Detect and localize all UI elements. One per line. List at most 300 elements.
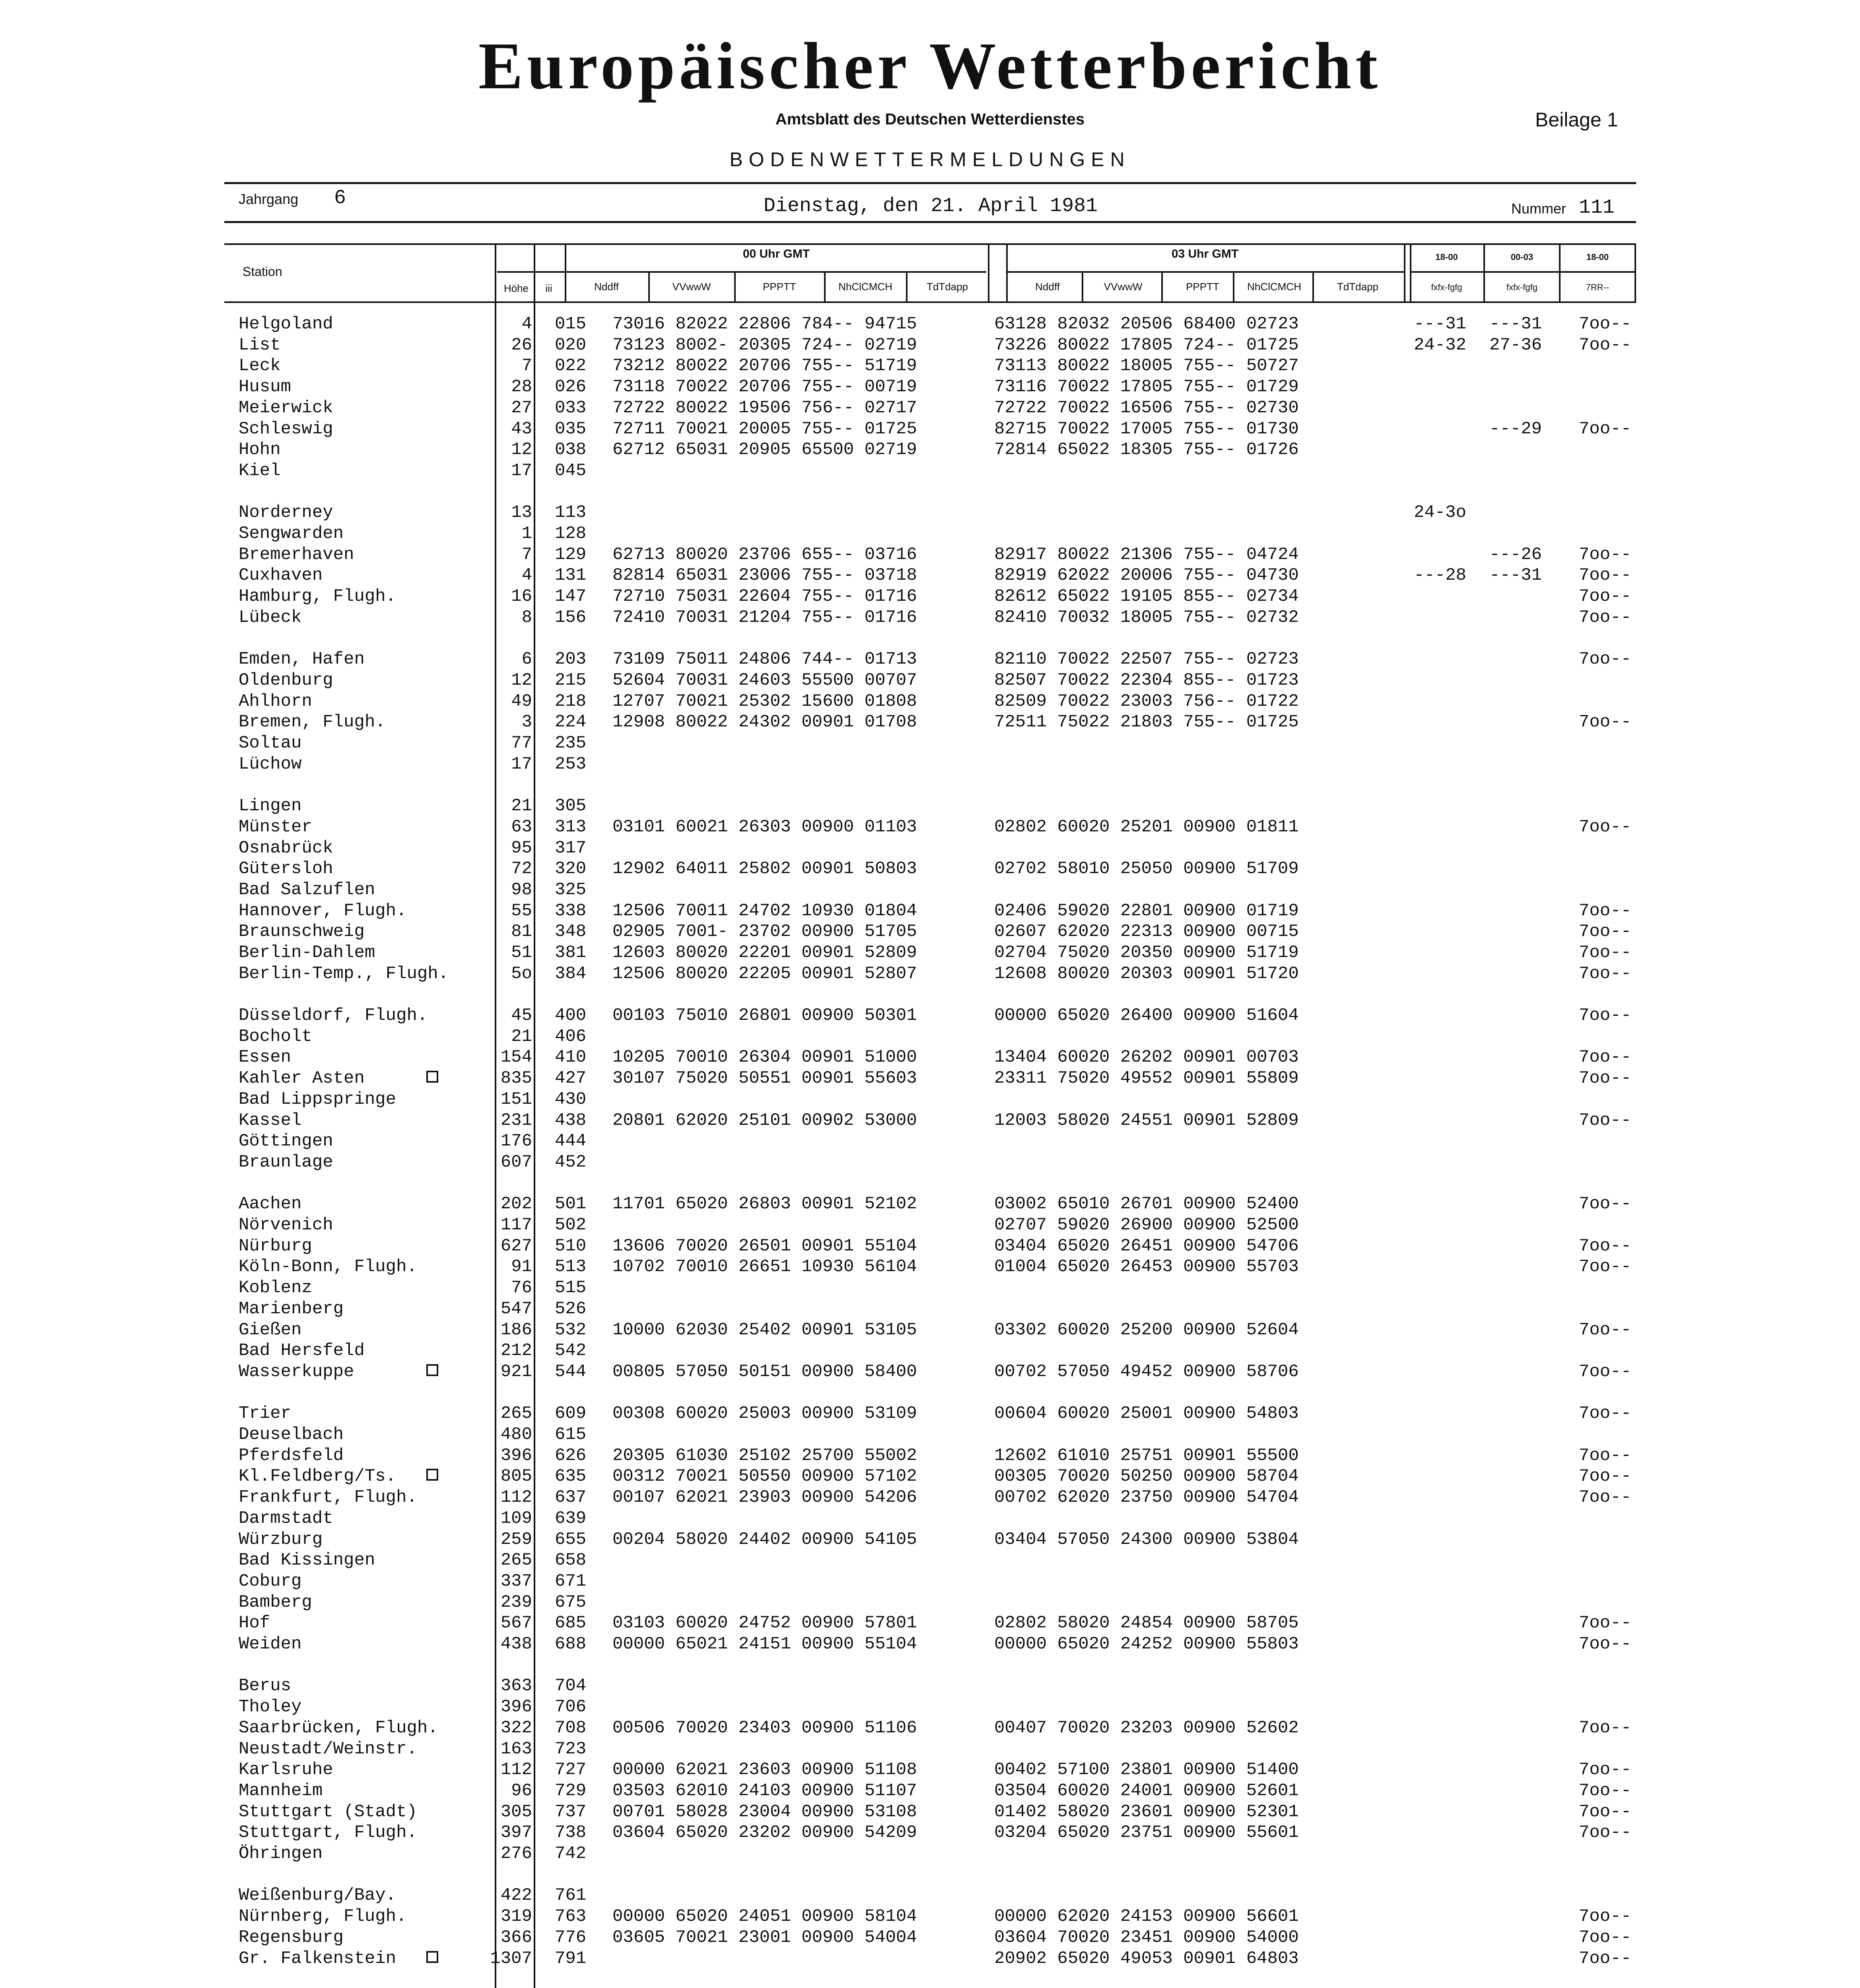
extra-top-3: 18-00 [1586, 252, 1609, 262]
station-height: 63 [511, 817, 532, 837]
obs-00utc: 20801 62020 25101 00902 53000 [612, 1110, 917, 1130]
precip-18-00: 7oo-- [1579, 1906, 1632, 1926]
station-height: 239 [500, 1592, 532, 1612]
station-height: 422 [500, 1885, 532, 1905]
station-number: 723 [555, 1739, 587, 1759]
obs-00utc: 10205 70010 26304 00901 51000 [612, 1047, 917, 1067]
obs-00utc: 13606 70020 26501 00901 55104 [612, 1236, 917, 1256]
station-number: 218 [555, 691, 587, 711]
station-name: Karlsruhe [239, 1760, 333, 1780]
gust-18-00: ---31 [1414, 314, 1467, 334]
station-height: 96 [511, 1781, 532, 1801]
obs-00utc: 82814 65031 23006 755-- 03718 [612, 565, 917, 585]
station-number: 671 [555, 1571, 587, 1591]
station-number: 038 [555, 440, 587, 460]
jahrgang-label: Jahrgang [239, 191, 299, 207]
station-number: 704 [555, 1676, 587, 1696]
station-name: Bad Hersfeld [239, 1341, 365, 1361]
station-height: 5o [511, 964, 532, 984]
obs-03utc: 00702 62020 23750 00900 54704 [994, 1487, 1299, 1507]
table-row [0, 1089, 1860, 1110]
table-row [0, 901, 1860, 922]
station-number: 033 [555, 398, 587, 418]
station-height: 16 [511, 586, 532, 606]
station-height: 438 [500, 1634, 532, 1654]
station-height: 55 [511, 901, 532, 921]
station-name: Schleswig [239, 419, 333, 439]
table-row [0, 1194, 1860, 1215]
gust-18-00: ---28 [1414, 565, 1467, 585]
extra-bottom-1: fxfx-fgfg [1431, 282, 1462, 292]
station-name: Neustadt/Weinstr. [239, 1739, 417, 1759]
precip-18-00: 7oo-- [1579, 1718, 1632, 1738]
obs-00utc: 03101 60021 26303 00900 01103 [612, 817, 917, 837]
col-03-vvwww: VVwwW [1104, 281, 1143, 293]
obs-03utc: 02406 59020 22801 00900 01719 [994, 901, 1299, 921]
station-number: 147 [555, 586, 587, 606]
table-row [0, 1068, 1860, 1089]
precip-18-00: 7oo-- [1579, 1634, 1632, 1654]
header-rule-top [224, 182, 1636, 184]
jahrgang-value: 6 [334, 187, 346, 210]
station-number: 113 [555, 503, 587, 522]
station-number: 410 [555, 1047, 587, 1067]
table-row [0, 1425, 1860, 1446]
obs-03utc: 13404 60020 26202 00901 00703 [994, 1047, 1299, 1067]
station-height: 265 [500, 1404, 532, 1423]
obs-00utc: 12506 80020 22205 00901 52807 [612, 964, 917, 984]
station-height: 28 [511, 377, 532, 397]
obs-00utc: 72711 70021 20005 755-- 01725 [612, 419, 917, 439]
obs-00utc: 03604 65020 23202 00900 54209 [612, 1823, 917, 1842]
station-height: 1 [521, 524, 532, 544]
table-row [0, 335, 1860, 356]
station-number: 305 [555, 796, 587, 816]
station-number: 381 [555, 943, 587, 963]
station-number: 020 [555, 335, 587, 355]
obs-00utc: 00107 62021 23903 00900 54206 [612, 1487, 917, 1507]
station-name: Regensburg [239, 1928, 344, 1947]
table-row [0, 1278, 1860, 1299]
obs-00utc: 00506 70020 23403 00900 51106 [612, 1718, 917, 1738]
station-name: Nörvenich [239, 1215, 333, 1235]
table-row [0, 733, 1860, 754]
station-height: 98 [511, 880, 532, 900]
table-row [0, 754, 1860, 775]
table-row [0, 859, 1860, 880]
extra-bottom-2: fxfx-fgfg [1506, 282, 1538, 292]
station-number: 637 [555, 1487, 587, 1507]
table-row [0, 838, 1860, 859]
station-number: 742 [555, 1844, 587, 1864]
table-row [0, 1760, 1860, 1781]
obs-03utc: 00604 60020 25001 00900 54803 [994, 1404, 1299, 1423]
table-row [0, 1802, 1860, 1823]
page-subtitle: Amtsblatt des Deutschen Wetterdienstes [775, 111, 1085, 128]
station-number: 400 [555, 1006, 587, 1025]
col-00-nddff: Nddff [594, 281, 619, 293]
col-03-pppt: PPPTT [1186, 281, 1219, 293]
station-number: 655 [555, 1530, 587, 1549]
obs-03utc: 72814 65022 18305 755-- 01726 [994, 440, 1299, 460]
station-name: Trier [239, 1404, 292, 1423]
obs-03utc: 00702 57050 49452 00900 58706 [994, 1362, 1299, 1382]
station-name: Berus [239, 1676, 292, 1696]
station-number: 430 [555, 1089, 587, 1109]
table-row [0, 524, 1860, 545]
table-row [0, 1257, 1860, 1278]
station-number: 502 [555, 1215, 587, 1235]
station-name: Hamburg, Flugh. [239, 586, 396, 606]
station-number: 348 [555, 922, 587, 942]
obs-03utc: 82507 70022 22304 855-- 01723 [994, 670, 1299, 690]
obs-03utc: 03404 65020 26451 00900 54706 [994, 1236, 1299, 1256]
precip-18-00: 7oo-- [1579, 1823, 1632, 1842]
station-name: Ahlhorn [239, 691, 312, 711]
issue-date: Dienstag, den 21. April 1981 [764, 195, 1098, 217]
col-00-cloud: NhClCMCH [838, 281, 892, 293]
obs-03utc: 72722 70022 16506 755-- 02730 [994, 398, 1299, 418]
station-number: 317 [555, 838, 587, 858]
station-height: 366 [500, 1928, 532, 1947]
station-height: 186 [500, 1320, 532, 1340]
obs-03utc: 01402 58020 23601 00900 52301 [994, 1802, 1299, 1822]
station-number: 215 [555, 670, 587, 690]
station-number: 320 [555, 859, 587, 879]
gust-00-03: ---29 [1489, 419, 1542, 439]
precip-18-00: 7oo-- [1579, 565, 1632, 585]
station-number: 129 [555, 545, 587, 565]
station-height: 276 [500, 1844, 532, 1864]
obs-03utc: 00000 62020 24153 00900 56601 [994, 1906, 1299, 1926]
station-name: Nürnberg, Flugh. [239, 1906, 407, 1926]
obs-00utc: 73123 8002- 20305 724-- 02719 [612, 335, 917, 355]
station-height: 3 [521, 712, 532, 732]
station-number: 761 [555, 1885, 587, 1905]
obs-03utc: 00407 70020 23203 00900 52602 [994, 1718, 1299, 1738]
obs-03utc: 02802 60020 25201 00900 01811 [994, 817, 1299, 837]
precip-18-00: 7oo-- [1579, 1949, 1632, 1969]
obs-00utc: 20305 61030 25102 25700 55002 [612, 1446, 917, 1466]
table-row [0, 608, 1860, 629]
station-name: Bocholt [239, 1027, 312, 1046]
station-height: 81 [511, 922, 532, 942]
table-row [0, 1006, 1860, 1027]
precip-18-00: 7oo-- [1579, 1236, 1632, 1256]
station-height: 163 [500, 1739, 532, 1759]
table-row [0, 1530, 1860, 1551]
station-number: 022 [555, 356, 587, 376]
obs-00utc: 00103 75010 26801 00900 50301 [612, 1006, 917, 1025]
precip-18-00: 7oo-- [1579, 1613, 1632, 1633]
table-row [0, 1341, 1860, 1362]
table-row [0, 565, 1860, 586]
obs-03utc: 03204 65020 23751 00900 55601 [994, 1823, 1299, 1842]
obs-00utc: 72710 75031 22604 755-- 01716 [612, 586, 917, 606]
gust-00-03: ---31 [1489, 314, 1542, 334]
station-name: Darmstadt [239, 1508, 333, 1528]
table-row [0, 461, 1860, 482]
precip-18-00: 7oo-- [1579, 1446, 1632, 1466]
station-number: 626 [555, 1446, 587, 1466]
station-height: 305 [500, 1802, 532, 1822]
station-number: 738 [555, 1823, 587, 1842]
obs-03utc: 63128 82032 20506 68400 02723 [994, 314, 1299, 334]
station-name: Deuselbach [239, 1425, 344, 1444]
station-name: Bremen, Flugh. [239, 712, 386, 732]
station-name: Berlin-Temp., Flugh. [239, 964, 449, 984]
station-number: 708 [555, 1718, 587, 1738]
gust-00-03: ---31 [1489, 565, 1542, 585]
precip-18-00: 7oo-- [1579, 1466, 1632, 1486]
station-number: 406 [555, 1027, 587, 1046]
station-height: 265 [500, 1550, 532, 1570]
station-number: 384 [555, 964, 587, 984]
obs-00utc: 72410 70031 21204 755-- 01716 [612, 608, 917, 627]
station-name: Göttingen [239, 1131, 333, 1151]
station-number: 635 [555, 1466, 587, 1486]
obs-03utc: 00000 65020 24252 00900 55803 [994, 1634, 1299, 1654]
table-row [0, 1550, 1860, 1571]
station-name: Kahler Asten [239, 1068, 365, 1088]
precip-18-00: 7oo-- [1579, 1404, 1632, 1423]
station-name: Nürburg [239, 1236, 312, 1256]
table-row [0, 1634, 1860, 1655]
col-03-nddff: Nddff [1035, 281, 1060, 293]
obs-00utc: 12908 80022 24302 00901 01708 [612, 712, 917, 732]
station-height: 21 [511, 1027, 532, 1046]
station-height: 8 [521, 608, 532, 627]
obs-00utc: 73212 80022 20706 755-- 51719 [612, 356, 917, 376]
obs-03utc: 02704 75020 20350 00900 51719 [994, 943, 1299, 963]
table-row [0, 1676, 1860, 1697]
station-name: Helgoland [239, 314, 333, 334]
obs-00utc: 03103 60020 24752 00900 57801 [612, 1613, 917, 1633]
station-number: 737 [555, 1802, 587, 1822]
station-name: Hohn [239, 440, 281, 460]
station-name: Öhringen [239, 1844, 323, 1864]
station-height: 805 [500, 1466, 532, 1486]
obs-00utc: 12506 70011 24702 10930 01804 [612, 901, 917, 921]
table-row [0, 943, 1860, 964]
obs-00utc: 73118 70022 20706 755-- 00719 [612, 377, 917, 397]
obs-00utc: 03605 70021 23001 00900 54004 [612, 1928, 917, 1947]
station-name: Oldenburg [239, 670, 333, 690]
station-name: Gr. Falkenstein [239, 1949, 396, 1969]
table-rule-mid-extra [1410, 271, 1636, 273]
station-number: 452 [555, 1152, 587, 1172]
obs-03utc: 12602 61010 25751 00901 55500 [994, 1446, 1299, 1466]
obs-03utc: 23311 75020 49552 00901 55809 [994, 1068, 1299, 1088]
gust-00-03: ---26 [1489, 545, 1542, 565]
gust-18-00: 24-32 [1414, 335, 1467, 355]
table-row [0, 964, 1860, 985]
station-name: Aachen [239, 1194, 302, 1214]
table-row [0, 922, 1860, 943]
station-height: 95 [511, 838, 532, 858]
table-row [0, 1928, 1860, 1949]
station-number: 253 [555, 754, 587, 774]
station-name: Lübeck [239, 608, 302, 627]
table-row [0, 377, 1860, 398]
station-height: 27 [511, 398, 532, 418]
station-name: Stuttgart (Stadt) [239, 1802, 417, 1822]
station-number: 035 [555, 419, 587, 439]
station-height: 396 [500, 1446, 532, 1466]
obs-03utc: 03604 70020 23451 00900 54000 [994, 1928, 1299, 1947]
precip-18-00: 7oo-- [1579, 1257, 1632, 1277]
nummer-value: 111 [1579, 196, 1615, 219]
obs-03utc: 01004 65020 26453 00900 55703 [994, 1257, 1299, 1277]
obs-03utc: 82110 70022 22507 755-- 02723 [994, 649, 1299, 669]
station-name: List [239, 335, 281, 355]
obs-00utc: 52604 70031 24603 55500 00707 [612, 670, 917, 690]
obs-00utc: 30107 75020 50551 00901 55603 [612, 1068, 917, 1088]
table-vline-03-end [1404, 243, 1405, 303]
station-number: 045 [555, 461, 587, 481]
mountain-station-square-icon [426, 1071, 438, 1083]
station-height: 77 [511, 733, 532, 753]
station-name: Bad Kissingen [239, 1550, 375, 1570]
obs-03utc: 82917 80022 21306 755-- 04724 [994, 545, 1299, 565]
station-name: Köln-Bonn, Flugh. [239, 1257, 417, 1277]
obs-00utc: 10702 70010 26651 10930 56104 [612, 1257, 917, 1277]
station-number: 224 [555, 712, 587, 732]
station-name: Kl.Feldberg/Ts. [239, 1466, 396, 1486]
obs-03utc: 82715 70022 17005 755-- 01730 [994, 419, 1299, 439]
station-height: 45 [511, 1006, 532, 1025]
table-row [0, 1299, 1860, 1320]
table-row [0, 880, 1860, 901]
precip-18-00: 7oo-- [1579, 1802, 1632, 1822]
precip-18-00: 7oo-- [1579, 922, 1632, 942]
precip-18-00: 7oo-- [1579, 712, 1632, 732]
obs-00utc: 62713 80020 23706 655-- 03716 [612, 545, 917, 565]
station-name: Bad Salzuflen [239, 880, 375, 900]
station-name: Mannheim [239, 1781, 323, 1801]
station-height: 319 [500, 1906, 532, 1926]
station-height: 154 [500, 1047, 532, 1067]
station-height: 4 [521, 314, 532, 334]
obs-03utc: 73113 80022 18005 755-- 50727 [994, 356, 1299, 376]
precip-18-00: 7oo-- [1579, 1068, 1632, 1088]
table-row [0, 1823, 1860, 1844]
table-rule-bottom [224, 301, 1636, 303]
table-row [0, 1885, 1860, 1906]
station-height: 259 [500, 1530, 532, 1549]
table-vline-extra-end [1635, 243, 1636, 303]
obs-03utc: 02707 59020 26900 00900 52500 [994, 1215, 1299, 1235]
obs-00utc: 03503 62010 24103 00900 51107 [612, 1781, 917, 1801]
precip-18-00: 7oo-- [1579, 545, 1632, 565]
obs-00utc: 73016 82022 22806 784-- 94715 [612, 314, 917, 334]
station-height: 176 [500, 1131, 532, 1151]
table-row [0, 1697, 1860, 1718]
obs-00utc: 00701 58028 23004 00900 53108 [612, 1802, 917, 1822]
table-row [0, 1466, 1860, 1487]
table-row [0, 712, 1860, 733]
precip-18-00: 7oo-- [1579, 817, 1632, 837]
station-name: Meierwick [239, 398, 333, 418]
obs-00utc: 72722 80022 19506 756-- 02717 [612, 398, 917, 418]
station-height: 151 [500, 1089, 532, 1109]
station-number: 727 [555, 1760, 587, 1780]
gust-18-00: 24-3o [1414, 503, 1467, 522]
col-00-tdtdapp: TdTdapp [926, 281, 968, 293]
station-name: Braunschweig [239, 922, 365, 942]
obs-00utc: 12707 70021 25302 15600 01808 [612, 691, 917, 711]
station-height: 76 [511, 1278, 532, 1298]
station-name: Düsseldorf, Flugh. [239, 1006, 428, 1025]
station-name: Lüchow [239, 754, 302, 774]
table-row [0, 1592, 1860, 1613]
station-name: Emden, Hafen [239, 649, 365, 669]
col-03-cloud: NhClCMCH [1247, 281, 1301, 293]
station-height: 72 [511, 859, 532, 879]
station-number: 639 [555, 1508, 587, 1528]
station-name: Weißenburg/Bay. [239, 1885, 396, 1905]
header-rule-bottom [224, 221, 1636, 223]
table-row [0, 1027, 1860, 1048]
station-number: 015 [555, 314, 587, 334]
obs-00utc: 00000 65021 24151 00900 55104 [612, 1634, 917, 1654]
station-name: Pferdsfeld [239, 1446, 344, 1466]
station-height: 109 [500, 1508, 532, 1528]
table-row [0, 1047, 1860, 1068]
station-number: 688 [555, 1634, 587, 1654]
station-name: Soltau [239, 733, 302, 753]
station-name: Coburg [239, 1571, 302, 1591]
precip-18-00: 7oo-- [1579, 943, 1632, 963]
obs-00utc: 12902 64011 25802 00901 50803 [612, 859, 917, 879]
station-number: 526 [555, 1299, 587, 1319]
precip-18-00: 7oo-- [1579, 1110, 1632, 1130]
station-name: Braunlage [239, 1152, 333, 1172]
station-number: 515 [555, 1278, 587, 1298]
station-name: Koblenz [239, 1278, 312, 1298]
station-name: Tholey [239, 1697, 302, 1717]
precip-18-00: 7oo-- [1579, 1047, 1632, 1067]
station-height: 396 [500, 1697, 532, 1717]
station-name: Bad Lippspringe [239, 1089, 396, 1109]
station-height: 12 [511, 670, 532, 690]
precip-18-00: 7oo-- [1579, 1928, 1632, 1947]
table-row [0, 545, 1860, 566]
precip-18-00: 7oo-- [1579, 314, 1632, 334]
station-header: Station [243, 264, 282, 279]
station-height: 7 [521, 356, 532, 376]
station-number: 685 [555, 1613, 587, 1633]
obs-03utc: 12608 80020 20303 00901 51720 [994, 964, 1299, 984]
station-height: 43 [511, 419, 532, 439]
table-row [0, 1362, 1860, 1383]
station-height: 607 [500, 1152, 532, 1172]
obs-03utc: 82612 65022 19105 855-- 02734 [994, 586, 1299, 606]
obs-00utc: 00312 70021 50550 00900 57102 [612, 1466, 917, 1486]
station-number: 235 [555, 733, 587, 753]
station-height: 26 [511, 335, 532, 355]
col-03-tdtdapp: TdTdapp [1337, 281, 1379, 293]
table-row [0, 1906, 1860, 1928]
station-name: Münster [239, 817, 312, 837]
station-height: 921 [500, 1362, 532, 1382]
precip-18-00: 7oo-- [1579, 649, 1632, 669]
precip-18-00: 7oo-- [1579, 1320, 1632, 1340]
precip-18-00: 7oo-- [1579, 1194, 1632, 1214]
table-row [0, 1508, 1860, 1530]
station-number: 501 [555, 1194, 587, 1214]
obs-03utc: 03404 57050 24300 00900 53804 [994, 1530, 1299, 1549]
